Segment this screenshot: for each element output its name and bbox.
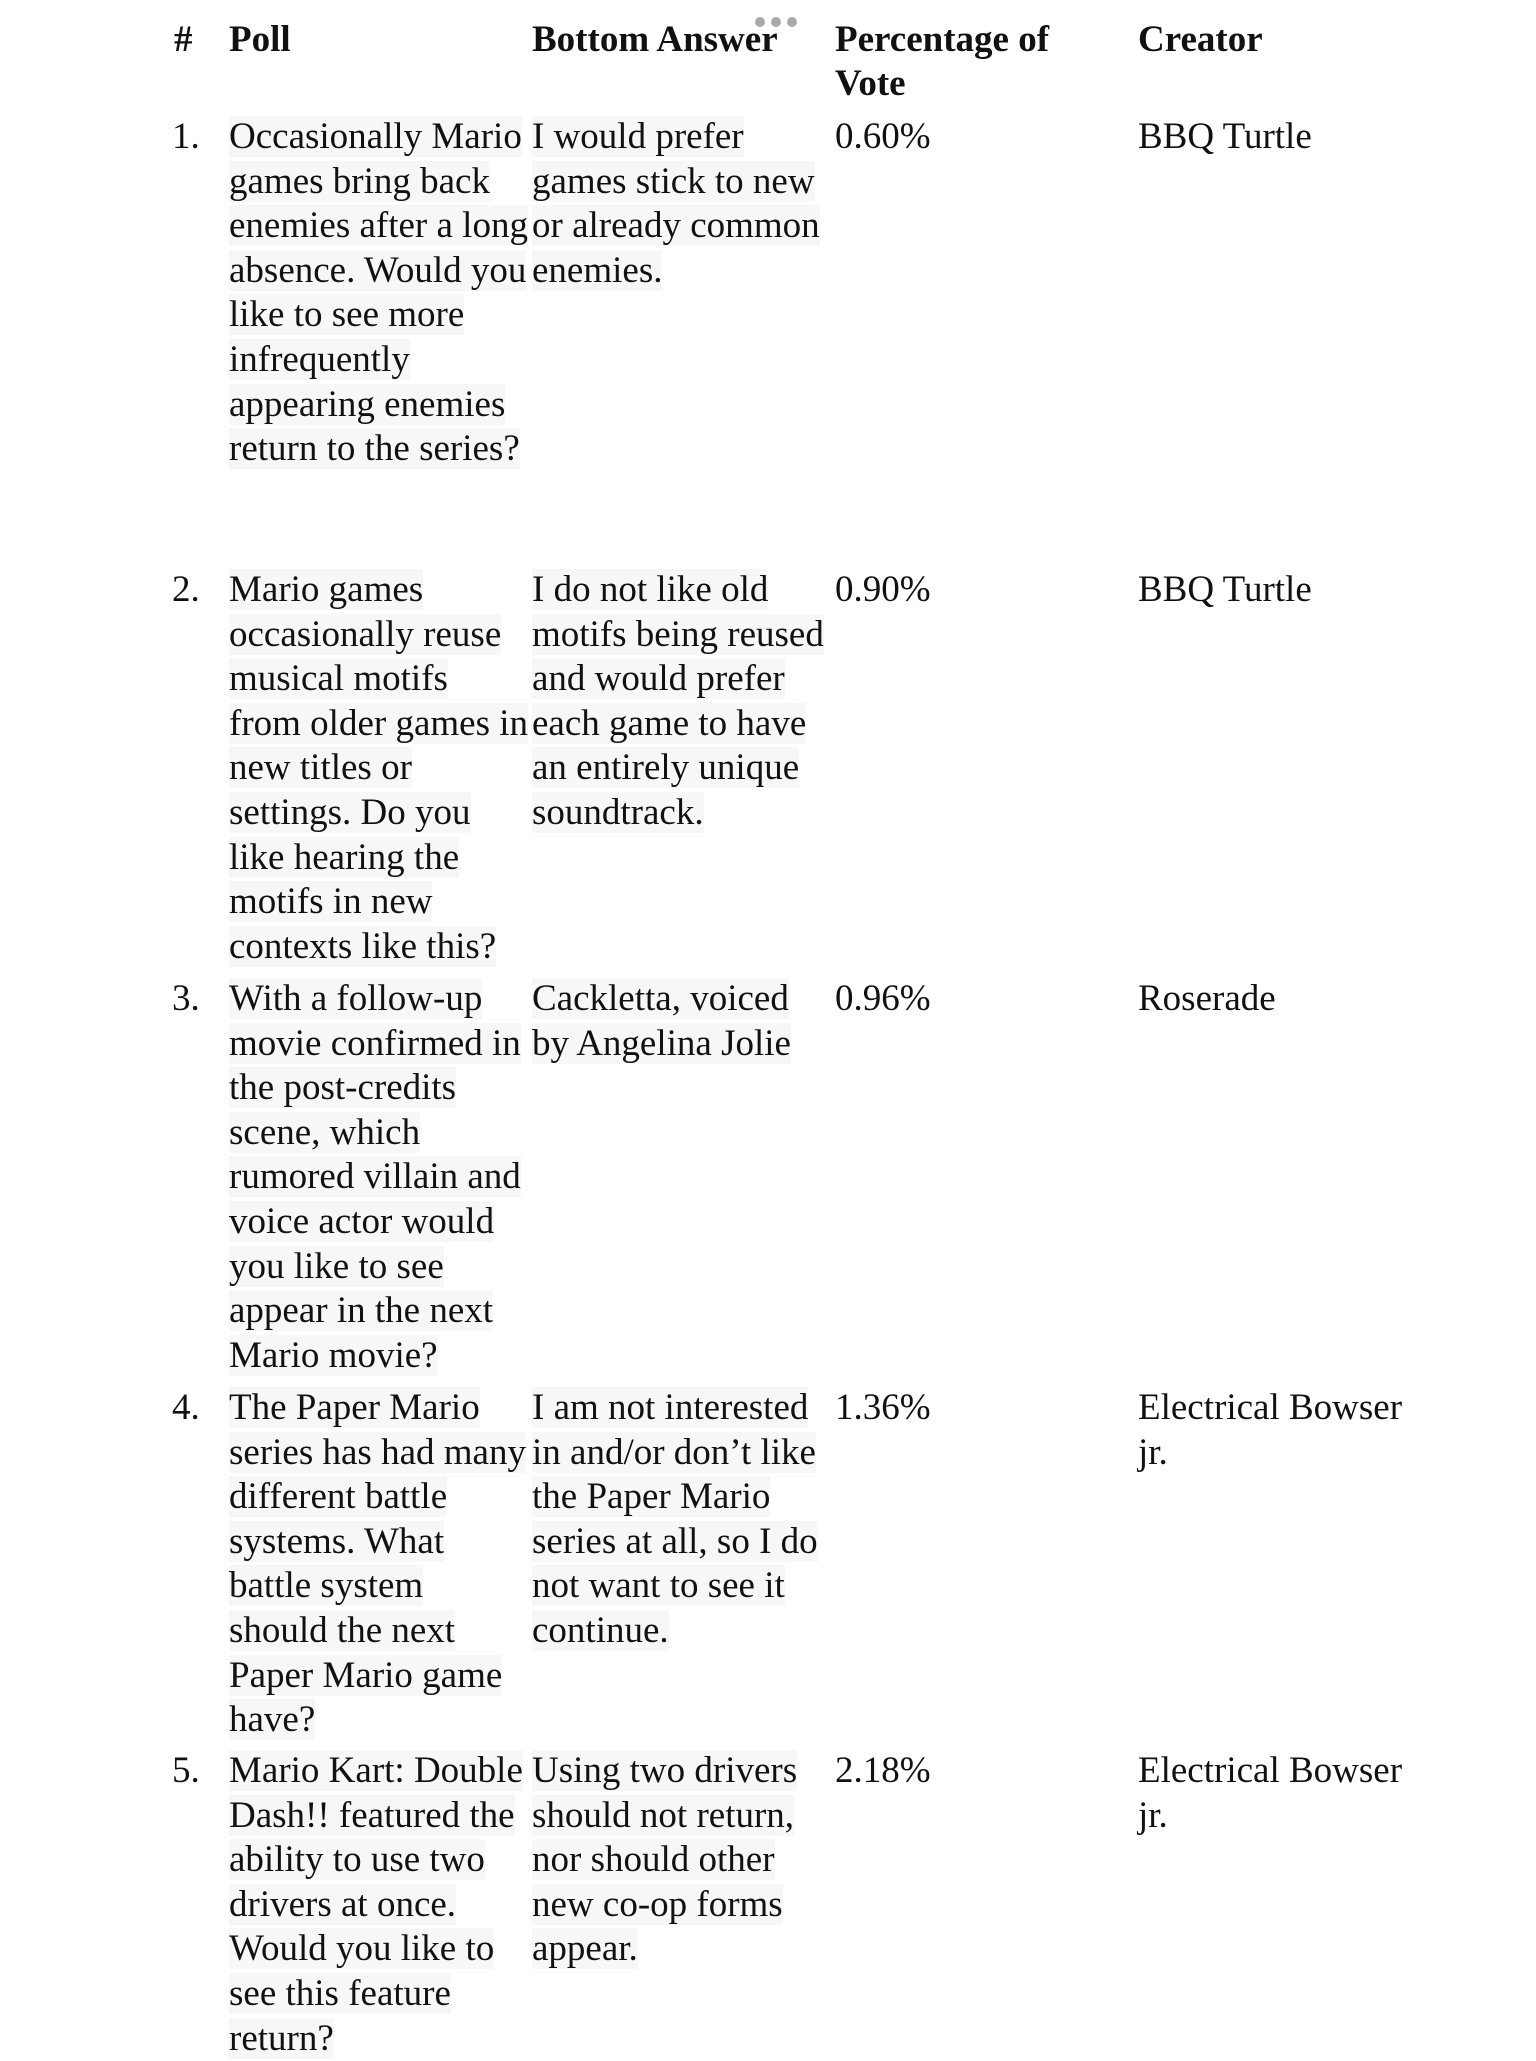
header-creator: Creator bbox=[1138, 19, 1263, 60]
vote-percentage: 0.96% bbox=[835, 978, 931, 1019]
poll-question: The Paper Mario series has had many different battle systems. What battle system should the next Paper Mario game have? bbox=[229, 1387, 526, 1741]
header-poll: Poll bbox=[229, 19, 291, 60]
header-percentage: Percentage of Vote bbox=[835, 19, 1050, 104]
row-number: 3. bbox=[172, 978, 200, 1019]
dot bbox=[787, 17, 797, 27]
poll-question: Mario Kart: Double Dash!! featured the ability to use two drivers at once. Would you like to see this feature return? bbox=[229, 1750, 523, 2059]
creator-name: Roserade bbox=[1138, 978, 1276, 1019]
header-bottom-answer: Bottom Answer bbox=[532, 19, 778, 60]
poll-question: Occasionally Mario games bring back enemies after a long absence. Would you like to see more infrequently appearing enemies return to the series? bbox=[229, 116, 528, 470]
poll-question: With a follow-up movie confirmed in the post-credits scene, which rumored villain and voice actor would you like to see appear in the next Mario movie? bbox=[229, 978, 521, 1376]
row-number: 2. bbox=[172, 569, 200, 610]
row-number: 1. bbox=[172, 116, 200, 157]
creator-name: Electrical Bowser jr. bbox=[1138, 1750, 1403, 1836]
vote-percentage: 2.18% bbox=[835, 1750, 931, 1791]
vote-percentage: 0.90% bbox=[835, 569, 931, 610]
creator-name: BBQ Turtle bbox=[1138, 569, 1312, 610]
row-number: 5. bbox=[172, 1750, 200, 1791]
creator-name: Electrical Bowser jr. bbox=[1138, 1387, 1403, 1473]
creator-name: BBQ Turtle bbox=[1138, 116, 1312, 157]
bottom-answer: Using two drivers should not return, nor should other new co-op forms appear. bbox=[532, 1750, 798, 1970]
header-number: # bbox=[174, 19, 193, 60]
row-number: 4. bbox=[172, 1387, 200, 1428]
vote-percentage: 0.60% bbox=[835, 116, 931, 157]
vote-percentage: 1.36% bbox=[835, 1387, 931, 1428]
bottom-answer: I would prefer games stick to new or already common enemies. bbox=[532, 116, 820, 291]
bottom-answer: I do not like old motifs being reused and would prefer each game to have an entirely unique soundtrack. bbox=[532, 569, 824, 833]
poll-question: Mario games occasionally reuse musical motifs from older games in new titles or settings. Do you like hearing the motifs in new contexts like this? bbox=[229, 569, 528, 967]
bottom-answer: I am not interested in and/or don’t like the Paper Mario series at all, so I do not want to see it continue. bbox=[532, 1387, 818, 1651]
bottom-answer: Cackletta, voiced by Angelina Jolie bbox=[532, 978, 791, 1064]
